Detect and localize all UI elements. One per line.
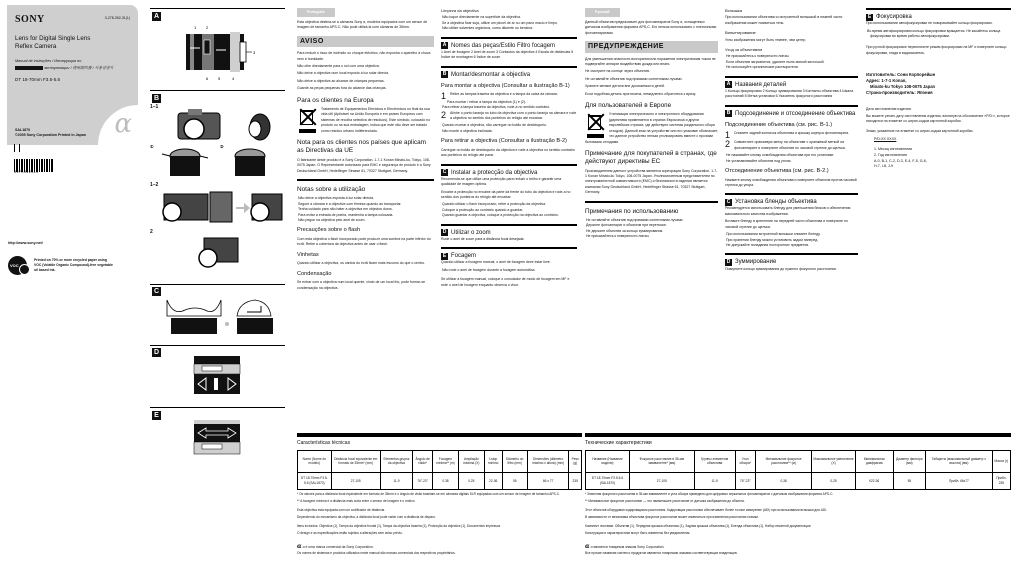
- divider: [585, 433, 1011, 437]
- language-redaction-bar: [15, 66, 43, 70]
- section-icon-e: E: [442, 252, 447, 259]
- lens-hood-illustration: [165, 296, 275, 336]
- divider: [150, 90, 285, 91]
- alpha-logo-icon: α: [98, 105, 138, 145]
- russian-specs-section: Технические характеристики Название (Название модели) Фокусное расстояние в 35-мм эквиваленте* (мм) Группы элементов объектива Угол обзора* Минимальное фокусное расстояние** (м) Максимальное увеличение (X) Минимальная диафрагма Диаметр фильтра (мм) Габариты (максимальный диаметр x высота) (мм) Масса (г) DT 18-70mm F3.5-5.6 (SAL1870) 27-105 11-9 76°-23° 0,38 0,25 f/22-36 55 Прибл. 66x77 Прибл. 235 * Значения фокусного расстояния в 35-мм эквиваленте и угла обзора приведены для цифровых зеркальных фотоаппаратов с датчиком изображения формата APS-C. ** Минимальное фокусное расстояние — это наименьшее расстояние от датчика изображения до объекта. Этот объектив оборудован кодировщиком расстояния. Кодировщик расстояния обеспечивает более точное измерение (ADI) при использовании вспышки для ADI. В зависимости от механизма объектива фокусное расстояние может изменяться при изменении расстояния съемки. Комплект поставки: Объектив (1), Передняя крышка объектива (1), Задняя крышка объектива (1), Бленда объектива (1), Набор печатной документации Конструкция и характеристики могут быть изменены без уведомления. α α является товарным знаком Sony Corporation. Все прочие названия систем и продуктов являются товарными знаками соответствующих владельцев.: [585, 433, 1011, 578]
- sony-url-link[interactable]: http://www.sony.net/: [8, 241, 43, 245]
- cover-footer: SAL1870 ©2005 Sony Corporation Printed in Japan: [15, 127, 86, 138]
- language-pill-russian: Русский: [585, 8, 620, 17]
- svg-text:5: 5: [218, 76, 221, 81]
- model-name: DT 18-70mm F3.5-5.6: [15, 76, 61, 82]
- portuguese-column-2: Limpeza da objectiva Não toque directamente na superfície da objectiva. Se a objectiva ficar suja, utilize um pincel de ar ou um pano macio e limpo. Não utilize solventes orgânicos, como diluente ou benzina. A Nomes das peças/Estilo Filtro focagem 1 Anel de focagem 2 Anel de zoom 3 Contactos da objectiva 4 Escala de distâncias 5 Índice de montagem 6 Índice de zoom B Montar/desmontar a objectiva Para montar a objectiva (Consultar a ilustração B-1) 1 Retire as tampas traseira da objectiva e a tampa da caixa da câmara. Para montar / retirar a tampa da objectiva (1) e (2). Para retirar a tampa traseira da objectiva, rode-a no sentido contrário. 2 Alinhe o ponto laranja no tubo da objectiva com o ponto laranja na câmara e rode a objectiva no sentido dos ponteiros do relógio até encaixar. Quando montar a objectiva, não carregue no botão de desbloqueio. Não monte a objectiva inclinada. Para retirar a objectiva (Consultar a ilustração B-2) Carregue no botão de desbloqueio da objectiva e rode a objectiva no sentido contrário aos ponteiros do relógio até parar. C Instalar a protecção da objectiva Recomenda-se que utilize uma protecção para reduzir o brilho e garantir uma qualidade de imagem óptima. Encaixe a protecção no encaixe da parte da frente do tubo da objectiva e rode-a no sentido dos ponteiros do relógio até encaixar. Quando utilizar o flash incorporado, retire a protecção da objectiva. Coloque a protecção ao contrário quando a guardar. Quando guardar a objectiva, coloque a protecção na objectiva ao contrário. D Utilizar o zoom Rode o anel de zoom para a distância focal desejada. E Focagem Quando utilizar a focagem manual, o anel de focagem deve estar livre. Não rode o anel de focagem durante a focagem automática. Se utilizar a focagem manual, coloque o comutador de modo de focagem em MF e rode o anel de focagem enquanto observa o visor.: [441, 8, 577, 287]
- section-icon-a: A: [726, 81, 731, 88]
- section-icon-d: D: [726, 258, 731, 265]
- section-e-header: E Focagem: [441, 247, 577, 260]
- europe-heading-ru: Для пользователей в Европе: [585, 102, 672, 110]
- part-number: 3-278-392-31(1): [104, 16, 130, 20]
- barcode: 3278392310: [14, 159, 54, 179]
- cover-languages: Manual de instruções / Инструкция по эксплуатации / 使用說明書 / 사용설명서: [15, 59, 114, 70]
- alpha-trademark-icon: α: [297, 542, 302, 550]
- svg-text:4: 4: [232, 76, 235, 81]
- registration-ticks: [14, 144, 24, 152]
- table-row: DT 18-70mm F3.5-5.6 (SAL1870) 27-105 11-9 76°-23° 0.38 0.25 22-36 55 66 x 77 235: [298, 472, 582, 489]
- lens-parts-diagram: [180, 20, 260, 82]
- specs-table: [297, 450, 582, 490]
- section-tag-e: E: [152, 411, 161, 420]
- alpha-trademark-icon: α: [585, 542, 590, 550]
- section-icon-d: D: [442, 229, 447, 236]
- section-d-header-ru: D Зуммирование: [725, 253, 858, 266]
- zoom-ring-illustration: [192, 356, 242, 398]
- section-tag-d: D: [153, 349, 160, 356]
- divider: [297, 433, 582, 437]
- table-header-row: Nome (Nome do modelo) Distância focal equivalente em formato de 35mm* (mm) Elementos-grupos da objectiva Ângulo de visão* Focagem mínima** (m) Ampliação máxima (X) f-stop mínimo Diâmetro do filtro (mm) Dimensões (diâmetro máximo x altura) (mm) Peso (g): [298, 450, 582, 472]
- section-c-header: C Instalar a protecção da objectiva: [441, 164, 577, 177]
- trademark-note-ru: α α является товарным знаком Sony Corporation.: [585, 542, 665, 550]
- svg-text:1: 1: [194, 25, 197, 30]
- section-b-header: B Montar/desmontar a objectiva: [441, 66, 577, 79]
- svg-text:6: 6: [206, 76, 209, 81]
- svg-text:3: 3: [253, 50, 256, 55]
- section-icon-b: B: [442, 71, 447, 78]
- divider: [297, 179, 434, 181]
- cover-title: Lens for Digital Single Lens Reflex Camera: [15, 34, 91, 51]
- russian-column-3: E Фокусировка При использовании автофокусировки не поворачивайте кольцо фокусировки. Во время автофокусировки кольцо фокусировки вращается. Не касайтесь кольца фокусировки во время работы автофокусировки. При ручной фокусировке переключите режим фокусировки на MF и поверните кольцо фокусировки, глядя в видоискатель. Изготовитель: Сони Корпорейшн Адрес: 1-7-1 Konan, Minato-ku Tokyo 108-0075 Japan Страна-производитель: Япония Дата изготовления изделия. Вы можете узнать дату изготовления изделия, взглянув на обозначение «P/D:», которое находится на этикетке со штрих-кодом картонной коробки. Знаки, указанные на этикетке со штрих-кодом картонной коробки. P/D:XX XXXX 1. Месяц изготовления 2. Год изготовления A-0, B-1, C-2, D-3, E-4, F-5, G-6, H-7, I-8, J-9: [866, 8, 1011, 433]
- section-tag-a: A: [153, 13, 160, 20]
- russian-column-1: Русский Данный объектив предназначен для фотоаппаратов Sony α, оснащенных датчиком изображения формата APS-C. Его нельзя использовать с пленочными фотоаппаратами. ПРЕДУПРЕЖДЕНИЕ Для уменьшения опасности возгорания или поражения электрическим током не подвергайте аппарат воздействию дождя или влаги. Не смотрите на солнце через объектив. Не оставляйте объектив под прямыми солнечными лучами. Храните мелкие детали вне досягаемости детей. Если подобная деталь проглочена, немедленно обратитесь к врачу. Для пользователей в Европе Утилизация электрического и электронного оборудования (директива применяется в странах Евросоюза и других европейских странах, где действуют системы раздельного сбора отходов). Данный знак на устройстве или его упаковке обозначает, что данное устройство нельзя утилизировать вместе с прочими бытовыми отходами. Примечание для покупателей в странах, где действуют директивы ЕС Производителем данного устройства является корпорация Sony Corporation, 1-7-1 Konan Minato-ku Tokyo, 108-0075 Japan. Уполномоченным представителем по электромагнитной совместимости (EMC) и безопасности изделия является компания Sony Deutschland GmbH, Hedelfinger Strasse 61, 70327 Stuttgart, Germany. Примечания по использованию Не оставляйте объектив под прямыми солнечными лучами. Держите фотоаппарат и объектив при переноске. Не держите объектив за кольцо зуммирования. Не прикасайтесь к поверхности линзы.: [585, 10, 718, 239]
- svg-text:2: 2: [206, 25, 209, 30]
- step-1-1-label: 1–1: [150, 104, 159, 110]
- divider: [150, 284, 285, 285]
- divider: [150, 8, 285, 9]
- specs-table-ru: [585, 450, 1011, 490]
- section-tag-c: C: [153, 288, 160, 295]
- eu-directive-heading: Nota para os clientes nos países que aplicam as Directivas da UE: [297, 139, 426, 155]
- mount-lens-illustration: [158, 190, 283, 224]
- trademark-note: α α é uma marca comercial da Sony Corporation.: [297, 542, 374, 550]
- section-d-header: D Utilizar o zoom: [441, 224, 577, 237]
- section-icon-e: E: [867, 13, 872, 20]
- portuguese-column-1: Português Esta objectiva destina-se a câmaras Sony α, modelos equipados com um sensor de imagem de tamanho APS-C. Não pode utilizá-la com câmaras de 35mm. AVISO Para reduzir o risco de incêndio ou choque eléctrico, não exponha o aparelho à chuva nem à humidade. Não olhe directamente para o sol com uma objectiva. Não deixe a objectiva num local exposto à luz solar directa. Não deixe a objectiva ao alcance de crianças pequenas. Guarde as peças pequenas fora do alcance das crianças. Para os clientes na Europa Tratamento de Equipamentos Eléctricos e Electrónicos no final da sua vida útil (Aplicável na União Europeia e em países Europeus com sistemas de recolha selectiva de resíduos). Este símbolo, colocado no produto ou na sua embalagem, indica que este não deve ser tratado como resíduo urbano indiferenciado. Nota para os clientes nos países que aplicam as Directivas da UE O fabricante deste produto é a Sony Corporation, 1-7-1 Konan Minato-ku, Tokyo, 108-0075 Japan. O Representante autorizado para EMC e segurança de produto é a Sony Deutschland GmbH, Hedelfinger Strasse 61, 70327 Stuttgart, Germany. Notas sobre a utilização Não deixe a objectiva exposta à luz solar directa. Segure a câmara e a objectiva com firmeza quando as transportar. Tenha cuidado para não bater a objectiva em objectos duros. Para evitar a entrada de poeira, mantenha a tampa colocada. Não pegue na objectiva pelo anel de zoom. Precauções sobre o flash Com esta objectiva o flash incorporado pode produzir uma sombra na parte inferior do ecrã. Retire a cobertura da objectiva antes de usar o flash. Vinhetas Quando utilizar a objectiva, os cantos do ecrã ficam mais escuros do que o centro. Condensação Se entrar com a objectiva num local quente, vindo de um local frio, pode formar-se condensação na objectiva.: [297, 8, 434, 433]
- divider: [585, 201, 718, 203]
- section-icon-c: C: [442, 169, 447, 176]
- eu-directive-heading-ru: Примечание для покупателей в странах, где действуют директивы ЕС: [585, 149, 717, 166]
- section-icon-b: B: [726, 110, 731, 117]
- section-c-header-ru: C Установка бленды объектива: [725, 193, 858, 206]
- language-pill-portuguese: Português: [297, 8, 335, 17]
- step-1-2-label: 1–2: [150, 182, 159, 188]
- step-2-label: 2: [150, 229, 153, 235]
- eco-notice: VOC Printed on 70% or more recycled paper using VOC (Volatile Organic Compound)-free vegetable oil based ink.: [8, 256, 108, 276]
- weee-crossed-bin-icon: [297, 107, 317, 133]
- table-row: DT 18-70mm F3.5-5.6 (SAL1870) 27-105 11-9 76°-23° 0,38 0,25 f/22-36 55 Прибл. 66x77 Прибл. 235: [586, 472, 1011, 489]
- detach-lens-illustration: [196, 236, 241, 268]
- section-a-header: A Nomes das peças/Estilo Filtro focagem: [441, 37, 577, 50]
- focus-ring-illustration: [192, 420, 242, 456]
- section-e-header-ru: E Фокусировка: [866, 8, 1011, 21]
- divider: [150, 345, 285, 346]
- label-diagram: P/D:XX XXXX 1. Месяц изготовления 2. Год изготовления A-0, B-1, C-2, D-3, E-4, F-5, G-6, H-7, I-8, J-9: [874, 137, 927, 169]
- usage-heading-ru: Примечания по использованию: [585, 207, 679, 215]
- manufacturer-address: Изготовитель: Сони Корпорейшн Адрес: 1-7-1 Konan, Minato-ku Tokyo 108-0075 Japan Страна-производитель: Япония: [866, 72, 936, 96]
- table-header-row: Название (Название модели) Фокусное расстояние в 35-мм эквиваленте* (мм) Группы элементов объектива Угол обзора* Минимальное фокусное расстояние** (м) Максимальное увеличение (X) Минимальная диафрагма Диаметр фильтра (мм) Габариты (максимальный диаметр x высота) (мм) Масса (г): [586, 450, 1011, 472]
- section-icon-c: C: [726, 198, 731, 205]
- substep-1: ①: [150, 144, 154, 149]
- portuguese-specs-section: Características técnicas Nome (Nome do modelo) Distância focal equivalente em formato de 35mm* (mm) Elementos-grupos da objectiva Ângulo de visão* Focagem mínima** (m) Ampliação máxima (X) f-stop mínimo Diâmetro do filtro (mm) Dimensões (diâmetro máximo x altura) (mm) Peso (g) DT 18-70mm F3.5-5.6 (SAL1870) 27-105 11-9 76°-23° 0.38 0.25 22-36 55 66 x 77 235 * Os valores para a distância focal equivalente em formato de 35mm e o ângulo de visão baseiam-se em câmaras digitais SLR equipadas com um sensor de imagem de tamanho APS-C. ** A focagem mínima é a distância mais curta entre o sensor de imagem e o motivo. Esta objectiva está equipada com um codificador de distância. Dependendo do mecanismo da objectiva, a distância focal pode variar com a distância de disparo. Itens incluídos: Objectiva (1), Tampa da objectiva frontal (1), Tampa da objectiva traseira (1), Protecção da objectiva (1), Documentos impressos O design e as especificações estão sujeitos a alterações sem aviso prévio. α α é uma marca comercial da Sony Corporation. Os nomes de sistemas e produtos utilizados neste manual são marcas comerciais dos respectivos proprietários.: [297, 433, 582, 578]
- cover-panel: [7, 5, 138, 145]
- section-icon-a: A: [442, 42, 447, 49]
- voc-eco-icon: VOC: [8, 256, 27, 275]
- specs-title: Características técnicas: [297, 440, 351, 446]
- weee-crossed-bin-icon: [585, 112, 605, 138]
- russian-column-2: Вспышка При использовании объектива со встроенной вспышкой в нижней части изображения может появиться тень. Виньетирование Углы изображения могут быть темнее, чем центр. Уход за объективом Не прикасайтесь к поверхности линзы. Если объектив загрязнится, удалите пыль мягкой кисточкой. Не используйте органические растворители. A Названия деталей 1 Кольцо фокусировки 2 Кольцо зуммирования 3 Контакты объектива 4 Шкала расстояний 5 Метка установки 6 Указатель фокусного расстояния B Подсоединение и отсоединение объектива Подсоединение объектива (см. рис. B-1.) 1 Снимите задний колпачок объектива и крышку корпуса фотоаппарата. 2 Совместите оранжевую метку на объективе с оранжевой меткой на фотоаппарате и поверните объектив по часовой стрелке до щелчка. Не нажимайте кнопку освобождения объектива при его установке. Не устанавливайте объектив под углом. Отсоединение объектива (см. рис. B-2.) Нажмите кнопку освобождения объектива и поверните объектив против часовой стрелки до упора. C Установка бленды объектива Рекомендуется использовать бленду для уменьшения бликов и обеспечения максимального качества изображения. Вставьте бленду в крепление на передней части объектива и поверните по часовой стрелке до щелчка. При использовании встроенной вспышки снимите бленду. При хранении бленду можно установить задом наперед. Не допускайте попадания посторонних предметов. D Зуммирование Поверните кольцо зуммирования до нужного фокусного расстояния.: [725, 8, 857, 271]
- europe-heading: Para os clientes na Europa: [297, 96, 374, 104]
- warning-header-ru: ПРЕДУПРЕЖДЕНИЕ: [585, 41, 718, 52]
- sony-logo: SONY: [15, 14, 45, 25]
- usage-heading: Notas sobre a utilização: [297, 186, 366, 194]
- substep-2: ②: [220, 144, 224, 149]
- warning-header: AVISO: [297, 36, 434, 47]
- section-tag-b: B: [153, 95, 160, 102]
- divider: [150, 407, 285, 408]
- section-b-header-ru: B Подсоединение и отсоединение объектива: [725, 105, 858, 118]
- specs-title-ru: Технические характеристики: [585, 440, 652, 446]
- section-a-header-ru: A Названия деталей: [725, 76, 858, 89]
- camera-and-lens-illustration: [172, 107, 282, 143]
- lens-cap-illustration: [160, 146, 280, 178]
